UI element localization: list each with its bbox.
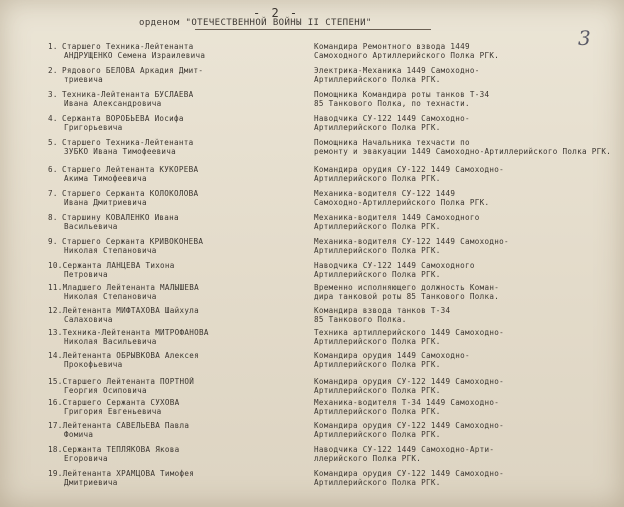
recipient-name: 3. Техника-Лейтенанта БУСЛАЕВА Ивана Александровича (48, 90, 194, 108)
recipient-position: Командира орудия СУ-122 1449 Самоходно- Артиллерийского Полка РГК. (314, 165, 505, 183)
recipient-name: 16.Старшего Сержанта СУХОВА Григория Евгеньевича (48, 398, 180, 416)
recipient-position: Наводчика СУ-122 1449 Самоходно- Артиллерийского Полка РГК. (314, 114, 470, 132)
recipient-position: Помощника Командира роты танков Т-34 85 Танкового Полка, по технасти. (314, 90, 490, 108)
page-number: - 2 - (253, 6, 300, 20)
list-item (0, 351, 624, 373)
recipient-position: Временно исполняющего должность Коман- дира танковой роты 85 Танкового Полка. (314, 283, 500, 301)
list-item (0, 114, 624, 136)
recipient-name: 6. Старшего Лейтенанта КУКОРЕВА Акима Тимофеевича (48, 165, 199, 183)
list-item (0, 283, 624, 305)
recipient-position: Техника артиллерийского 1449 Самоходно- Артиллерийского Полка РГК. (314, 328, 505, 346)
recipient-name: 14.Лейтенанта ОБРЫВКОВА Алексея Прокофьевича (48, 351, 200, 369)
list-item (0, 261, 624, 283)
recipient-name: 2. Рядового БЕЛОВА Аркадия Дмит- триевича (48, 66, 204, 84)
recipient-position: Командира орудия 1449 Самоходно- Артиллерийского Полка РГК. (314, 351, 470, 369)
recipient-name: 4. Сержанта ВОРОБЬЕВА Иосифа Григорьевича (48, 114, 184, 132)
recipient-position: Командира орудия СУ-122 1449 Самоходно- Артиллерийского Полка РГК. (314, 421, 505, 439)
list-item (0, 213, 624, 235)
list-item (0, 90, 624, 112)
recipient-position: Помощника Начальника техчасти по ремонту и эвакуации 1449 Самоходно-Артиллерийского Полка РГК. (314, 138, 612, 156)
recipient-position: Механика-водителя СУ-122 1449 Самоходно-Артиллерийского Полка РГК. (314, 189, 490, 207)
title-underline (195, 29, 431, 30)
handwritten-mark: 3 (578, 26, 591, 50)
list-item (0, 445, 624, 467)
recipient-name: 17.Лейтенанта САВЕЛЬЕВА Павла Фомича (48, 421, 190, 439)
recipient-position: Командира орудия СУ-122 1449 Самоходно- Артиллерийского Полка РГК. (314, 469, 505, 487)
recipient-name: 8. Старшину КОВАЛЕНКО Ивана Васильевича (48, 213, 179, 231)
list-item (0, 469, 624, 491)
list-item (0, 306, 624, 328)
recipient-name: 12.Лейтенанта МИФТАХОВА Шайхула Салаховича (48, 306, 200, 324)
list-item (0, 189, 624, 211)
recipient-position: Механика-водителя 1449 Самоходного Артиллерийского Полка РГК. (314, 213, 480, 231)
recipient-name: 13.Техника-Лейтенанта МИТРОФАНОВА Николая Васильевича (48, 328, 209, 346)
list-item (0, 66, 624, 88)
recipient-name: 15.Старшего Лейтенанта ПОРТНОЙ Георгия Осиповича (48, 377, 195, 395)
recipient-position: Командира взвода танков Т-34 85 Танкового Полка. (314, 306, 451, 324)
recipient-position: Механика-водителя Т-34 1449 Самоходно- Артиллерийского Полка РГК. (314, 398, 500, 416)
recipient-name: 18.Сержанта ТЕПЛЯКОВА Якова Егоровича (48, 445, 180, 463)
recipient-name: 19.Лейтенанта ХРАМЦОВА Тимофея Дмитриевича (48, 469, 195, 487)
recipient-name: 10.Сержанта ЛАНЦЕВА Тихона Петровича (48, 261, 175, 279)
order-title: орденом "ОТЕЧЕСТВЕННОЙ ВОЙНЫ II СТЕПЕНИ" (139, 18, 372, 28)
list-item (0, 398, 624, 420)
list-item (0, 165, 624, 187)
recipient-position: Командира Ремонтного взвода 1449 Самоходного Артиллерийского Полка РГК. (314, 42, 500, 60)
recipient-position: Наводчика СУ-122 1449 Самоходно-Арти- ллерийского Полка РГК. (314, 445, 495, 463)
list-item (0, 328, 624, 350)
recipient-name: 1. Старшего Техника-Лейтенанта АНДРУЩЕНКО Семена Израилевича (48, 42, 206, 60)
recipient-name: 7. Старшего Сержанта КОЛОКОЛОВА Ивана Дмитриевича (48, 189, 199, 207)
list-item (0, 237, 624, 259)
list-item (0, 42, 624, 64)
recipient-position: Наводчика СУ-122 1449 Самоходного Артиллерийского Полка РГК. (314, 261, 475, 279)
recipient-name: 11.Младшего Лейтенанта МАЛЫШЕВА Николая Степановича (48, 283, 200, 301)
recipient-name: 5. Старшего Техника-Лейтенанта ЗУБКО Ивана Тимофеевича (48, 138, 194, 156)
list-item (0, 421, 624, 443)
recipient-position: Командира орудия СУ-122 1449 Самоходно- Артиллерийского Полка РГК. (314, 377, 505, 395)
list-item (0, 138, 624, 160)
list-item (0, 377, 624, 399)
recipient-position: Электрика-Механика 1449 Самоходно- Артиллерийского Полка РГК. (314, 66, 480, 84)
recipient-position: Механика-водителя СУ-122 1449 Самоходно- Артиллерийского Полка РГК. (314, 237, 509, 255)
recipient-name: 9. Старшего Сержанта КРИВОКОНЕВА Николая Степановича (48, 237, 204, 255)
